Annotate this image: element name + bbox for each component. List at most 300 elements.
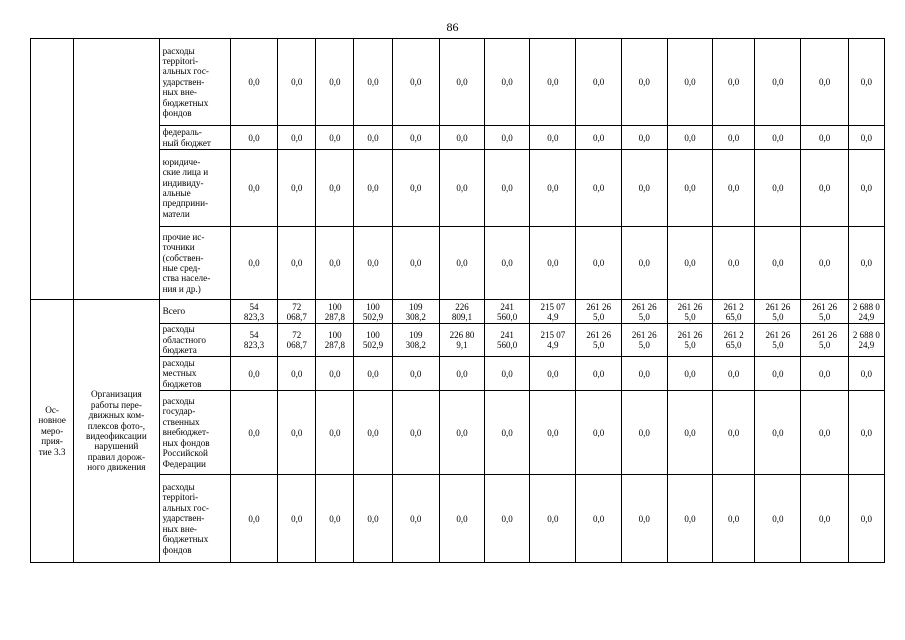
value-cell xyxy=(755,227,801,300)
value-cell xyxy=(316,227,354,300)
value-cell xyxy=(848,475,884,563)
value-cell xyxy=(230,357,277,391)
value-cell xyxy=(713,300,755,324)
value-cell-text: 0,0 xyxy=(501,258,513,268)
value-cell-text: 0,0 xyxy=(248,368,260,379)
value-cell-text: 0,0 xyxy=(684,77,696,87)
name-cell-empty xyxy=(74,39,159,300)
value-cell xyxy=(230,324,277,357)
value-cell-text: 0,0 xyxy=(367,427,379,438)
value-cell xyxy=(801,475,848,563)
value-cell-text: 0,0 xyxy=(818,427,831,438)
value-cell xyxy=(530,357,576,391)
value-cell-text: 0,0 xyxy=(772,427,784,438)
value-cell xyxy=(621,227,667,300)
value-cell-text: 0,0 xyxy=(329,427,341,438)
value-cell xyxy=(278,126,316,150)
value-cell-text: 0,0 xyxy=(291,258,303,268)
funding-source-cell-text: прочие ис- точники (собствен- ные сред- ства населе- ния и др.) xyxy=(162,231,211,294)
table-row xyxy=(31,227,885,300)
value-cell-text: 0,0 xyxy=(547,183,559,193)
value-cell-text: 0,0 xyxy=(367,132,379,143)
value-cell xyxy=(530,324,576,357)
value-cell xyxy=(848,39,884,126)
event-cell xyxy=(31,300,74,563)
value-cell xyxy=(439,39,484,126)
value-cell xyxy=(354,475,392,563)
value-cell xyxy=(801,357,848,391)
value-cell xyxy=(278,475,316,563)
value-cell-text: 0,0 xyxy=(367,77,379,87)
value-cell xyxy=(576,39,621,126)
value-cell xyxy=(439,227,484,300)
value-cell-text: 0,0 xyxy=(592,77,605,87)
value-cell-text: 0,0 xyxy=(638,77,650,87)
value-cell xyxy=(576,475,621,563)
value-cell xyxy=(278,391,316,475)
table-row xyxy=(31,475,885,563)
value-cell-text: 0,0 xyxy=(728,513,740,524)
value-cell-text: 0,0 xyxy=(638,132,650,143)
value-cell xyxy=(667,324,712,357)
value-cell-text: 261 26 5,0 xyxy=(586,301,611,322)
value-cell xyxy=(713,475,755,563)
value-cell xyxy=(530,391,576,475)
value-cell xyxy=(576,391,621,475)
value-cell-text: 0,0 xyxy=(329,258,341,268)
value-cell xyxy=(621,324,667,357)
value-cell-text: 0,0 xyxy=(501,132,513,143)
value-cell xyxy=(801,227,848,300)
value-cell-text: 2 688 0 24,9 xyxy=(852,330,880,350)
value-cell-text: 0,0 xyxy=(818,132,831,143)
value-cell-text: 0,0 xyxy=(456,368,468,379)
value-cell xyxy=(667,126,712,150)
funding-source-cell-text: расходы местных бюджетов xyxy=(162,357,202,389)
value-cell-text: 261 26 5,0 xyxy=(812,330,837,350)
value-cell xyxy=(316,126,354,150)
value-cell xyxy=(755,357,801,391)
funding-source-cell-text: расходы областного бюджета xyxy=(162,324,207,356)
value-cell xyxy=(848,357,884,391)
value-cell-text: 0,0 xyxy=(367,183,379,193)
value-cell xyxy=(801,150,848,227)
table-row xyxy=(31,357,885,391)
value-cell-text: 0,0 xyxy=(329,132,341,143)
value-cell-text: 0,0 xyxy=(860,77,872,87)
value-cell xyxy=(439,126,484,150)
value-cell-text: 0,0 xyxy=(638,183,650,193)
measure-name-cell-text: Организация работы пере- движных ком- плексов фото-, видеофиксации нарушений правил дорож- ного движения xyxy=(86,389,147,473)
value-cell xyxy=(485,475,530,563)
value-cell xyxy=(848,227,884,300)
funding-source-cell-text: Всего xyxy=(162,306,186,317)
value-cell-text: 0,0 xyxy=(410,427,422,438)
value-cell-text: 0,0 xyxy=(501,513,513,524)
value-cell xyxy=(439,300,484,324)
value-cell xyxy=(755,475,801,563)
funding-source-cell xyxy=(159,357,230,391)
value-cell xyxy=(576,357,621,391)
value-cell-text: 2 688 0 24,9 xyxy=(852,301,880,322)
value-cell xyxy=(713,357,755,391)
value-cell-text: 0,0 xyxy=(818,77,831,87)
value-cell-text: 0,0 xyxy=(728,368,740,379)
value-cell xyxy=(530,475,576,563)
value-cell xyxy=(576,300,621,324)
value-cell-text: 109 308,2 xyxy=(405,301,426,322)
value-cell-text: 0,0 xyxy=(728,132,740,143)
value-cell xyxy=(278,324,316,357)
value-cell-text: 0,0 xyxy=(592,513,605,524)
value-cell-text: 226 80 9,1 xyxy=(449,330,475,350)
value-cell xyxy=(848,324,884,357)
value-cell xyxy=(576,227,621,300)
value-cell xyxy=(755,150,801,227)
funding-source-cell xyxy=(159,227,230,300)
value-cell-text: 54 823,3 xyxy=(243,301,265,322)
value-cell xyxy=(621,475,667,563)
event-cell-empty xyxy=(31,39,74,300)
value-cell xyxy=(316,475,354,563)
value-cell-text: 0,0 xyxy=(248,77,260,87)
funding-source-cell xyxy=(159,39,230,126)
value-cell xyxy=(801,300,848,324)
value-cell xyxy=(801,391,848,475)
value-cell xyxy=(485,300,530,324)
value-cell-text: 0,0 xyxy=(818,258,831,268)
value-cell xyxy=(621,150,667,227)
value-cell xyxy=(392,39,439,126)
value-cell xyxy=(801,324,848,357)
funding-source-cell-text: расходы террitori- альных гос- ударствен- ных вне- бюджетных фондов xyxy=(162,45,209,119)
value-cell-text: 0,0 xyxy=(860,183,872,193)
value-cell xyxy=(316,150,354,227)
value-cell-text: 0,0 xyxy=(547,77,559,87)
value-cell-text: 0,0 xyxy=(772,368,784,379)
value-cell xyxy=(316,391,354,475)
value-cell xyxy=(848,126,884,150)
value-cell xyxy=(439,357,484,391)
value-cell-text: 261 26 5,0 xyxy=(765,301,791,322)
value-cell-text: 0,0 xyxy=(547,427,559,438)
value-cell-text: 241 560,0 xyxy=(497,301,518,322)
value-cell xyxy=(576,126,621,150)
value-cell xyxy=(848,391,884,475)
value-cell-text: 0,0 xyxy=(684,258,696,268)
value-cell-text: 0,0 xyxy=(329,183,341,193)
value-cell xyxy=(230,475,277,563)
value-cell-text: 0,0 xyxy=(367,258,379,268)
value-cell xyxy=(354,391,392,475)
value-cell-text: 100 287,8 xyxy=(324,330,345,350)
value-cell xyxy=(316,324,354,357)
value-cell-text: 0,0 xyxy=(456,77,468,87)
value-cell xyxy=(230,126,277,150)
value-cell xyxy=(230,39,277,126)
value-cell-text: 0,0 xyxy=(410,513,422,524)
value-cell-text: 0,0 xyxy=(547,132,559,143)
value-cell-text: 0,0 xyxy=(501,183,513,193)
value-cell xyxy=(354,39,392,126)
value-cell xyxy=(755,126,801,150)
value-cell-text: 0,0 xyxy=(410,77,422,87)
value-cell xyxy=(278,357,316,391)
value-cell-text: 100 287,8 xyxy=(324,301,345,322)
value-cell-text: 0,0 xyxy=(728,183,740,193)
value-cell xyxy=(354,324,392,357)
value-cell xyxy=(667,227,712,300)
value-cell xyxy=(621,357,667,391)
value-cell xyxy=(713,126,755,150)
value-cell xyxy=(278,300,316,324)
value-cell-text: 72 068,7 xyxy=(286,301,307,322)
value-cell-text: 0,0 xyxy=(248,132,260,143)
value-cell-text: 0,0 xyxy=(860,427,872,438)
funding-source-cell-text: юридиче- ские лица и индивиду- альные предприни- матели xyxy=(162,156,209,219)
value-cell-text: 0,0 xyxy=(291,183,303,193)
funding-source-cell xyxy=(159,126,230,150)
value-cell xyxy=(354,357,392,391)
value-cell xyxy=(755,300,801,324)
value-cell-text: 0,0 xyxy=(329,368,341,379)
value-cell-text: 0,0 xyxy=(728,427,740,438)
value-cell xyxy=(230,300,277,324)
value-cell xyxy=(316,39,354,126)
funding-source-cell xyxy=(159,475,230,563)
value-cell-text: 0,0 xyxy=(367,368,379,379)
value-cell-text: 0,0 xyxy=(456,258,468,268)
value-cell xyxy=(713,227,755,300)
value-cell xyxy=(667,391,712,475)
value-cell-text: 0,0 xyxy=(291,368,303,379)
value-cell xyxy=(621,391,667,475)
value-cell xyxy=(530,227,576,300)
value-cell-text: 0,0 xyxy=(291,77,303,87)
value-cell-text: 0,0 xyxy=(410,183,422,193)
value-cell xyxy=(392,300,439,324)
value-cell-text: 261 2 65,0 xyxy=(723,301,744,322)
value-cell-text: 0,0 xyxy=(818,368,831,379)
value-cell xyxy=(230,150,277,227)
value-cell xyxy=(485,324,530,357)
value-cell xyxy=(801,126,848,150)
value-cell-text: 0,0 xyxy=(728,258,740,268)
value-cell xyxy=(392,126,439,150)
value-cell xyxy=(354,126,392,150)
value-cell-text: 0,0 xyxy=(684,132,696,143)
value-cell-text: 261 26 5,0 xyxy=(677,301,703,322)
value-cell xyxy=(439,150,484,227)
value-cell xyxy=(621,300,667,324)
value-cell xyxy=(392,150,439,227)
funding-source-cell-text: федераль- ный бюджет xyxy=(162,127,211,148)
value-cell-text: 109 308,2 xyxy=(405,330,426,350)
value-cell-text: 0,0 xyxy=(860,258,872,268)
value-cell-text: 100 502,9 xyxy=(362,330,384,350)
value-cell xyxy=(530,300,576,324)
value-cell xyxy=(316,357,354,391)
value-cell-text: 261 26 5,0 xyxy=(631,330,657,350)
value-cell-text: 0,0 xyxy=(248,427,260,438)
value-cell xyxy=(801,39,848,126)
value-cell-text: 215 07 4,9 xyxy=(540,330,566,350)
value-cell xyxy=(713,150,755,227)
value-cell-text: 261 26 5,0 xyxy=(586,330,611,350)
funding-source-cell-text: расходы государ- ственных внебюджет- ных фондов Российской Федерации xyxy=(162,396,210,469)
value-cell xyxy=(576,324,621,357)
value-cell xyxy=(485,227,530,300)
value-cell xyxy=(530,39,576,126)
value-cell-text: 0,0 xyxy=(772,132,784,143)
value-cell-text: 0,0 xyxy=(248,258,260,268)
table-row xyxy=(31,126,885,150)
value-cell xyxy=(713,324,755,357)
value-cell-text: 54 823,3 xyxy=(243,330,265,350)
value-cell xyxy=(316,300,354,324)
value-cell-text: 0,0 xyxy=(367,513,379,524)
value-cell-text: 226 809,1 xyxy=(451,301,473,322)
value-cell-text: 0,0 xyxy=(592,427,605,438)
value-cell xyxy=(848,300,884,324)
value-cell-text: 0,0 xyxy=(818,183,831,193)
table-row xyxy=(31,39,885,126)
value-cell-text: 0,0 xyxy=(291,427,303,438)
value-cell xyxy=(485,150,530,227)
value-cell xyxy=(576,150,621,227)
value-cell xyxy=(755,39,801,126)
value-cell xyxy=(667,300,712,324)
value-cell xyxy=(354,300,392,324)
value-cell-text: 0,0 xyxy=(248,183,260,193)
value-cell xyxy=(667,39,712,126)
value-cell xyxy=(439,391,484,475)
value-cell xyxy=(713,39,755,126)
measure-name-cell xyxy=(74,300,159,563)
value-cell-text: 72 068,7 xyxy=(286,330,307,350)
value-cell-text: 0,0 xyxy=(638,368,650,379)
value-cell xyxy=(485,391,530,475)
value-cell xyxy=(755,324,801,357)
value-cell-text: 0,0 xyxy=(410,132,422,143)
value-cell-text: 0,0 xyxy=(684,427,696,438)
page-number: 86 xyxy=(446,20,459,34)
value-cell xyxy=(848,150,884,227)
value-cell-text: 0,0 xyxy=(547,368,559,379)
value-cell-text: 0,0 xyxy=(329,77,341,87)
value-cell-text: 0,0 xyxy=(860,132,872,143)
value-cell xyxy=(278,227,316,300)
value-cell-text: 0,0 xyxy=(684,183,696,193)
value-cell xyxy=(621,39,667,126)
value-cell-text: 0,0 xyxy=(501,427,513,438)
value-cell xyxy=(278,39,316,126)
value-cell xyxy=(392,227,439,300)
value-cell-text: 0,0 xyxy=(860,368,872,379)
value-cell xyxy=(485,357,530,391)
value-cell-text: 261 26 5,0 xyxy=(677,330,703,350)
value-cell-text: 0,0 xyxy=(456,183,468,193)
value-cell-text: 0,0 xyxy=(860,513,872,524)
event-cell-text: Ос- новное меро- прия- тие 3.3 xyxy=(38,404,66,457)
value-cell xyxy=(485,126,530,150)
value-cell-text: 0,0 xyxy=(248,513,260,524)
value-cell-text: 0,0 xyxy=(592,132,605,143)
value-cell-text: 0,0 xyxy=(638,427,650,438)
funding-source-cell xyxy=(159,300,230,324)
value-cell-text: 0,0 xyxy=(772,183,784,193)
value-cell xyxy=(230,227,277,300)
value-cell xyxy=(755,391,801,475)
value-cell-text: 0,0 xyxy=(772,77,784,87)
value-cell-text: 0,0 xyxy=(456,513,468,524)
funding-table xyxy=(30,38,885,563)
value-cell-text: 0,0 xyxy=(501,368,513,379)
funding-source-cell-text: расходы террitori- альных гос- ударствен- ных вне- бюджетных фондов xyxy=(162,482,209,555)
value-cell xyxy=(392,324,439,357)
value-cell xyxy=(439,475,484,563)
value-cell xyxy=(392,475,439,563)
value-cell xyxy=(667,475,712,563)
value-cell xyxy=(354,150,392,227)
value-cell-text: 261 26 5,0 xyxy=(631,301,657,322)
value-cell xyxy=(392,391,439,475)
table-row xyxy=(31,391,885,475)
value-cell-text: 0,0 xyxy=(547,258,559,268)
value-cell xyxy=(530,126,576,150)
value-cell-text: 0,0 xyxy=(410,368,422,379)
value-cell-text: 0,0 xyxy=(291,513,303,524)
value-cell-text: 261 26 5,0 xyxy=(812,301,837,322)
value-cell-text: 0,0 xyxy=(456,427,468,438)
value-cell xyxy=(392,357,439,391)
value-cell-text: 0,0 xyxy=(684,513,696,524)
value-cell-text: 0,0 xyxy=(684,368,696,379)
value-cell xyxy=(439,324,484,357)
value-cell-text: 0,0 xyxy=(410,258,422,268)
value-cell-text: 0,0 xyxy=(772,513,784,524)
value-cell-text: 0,0 xyxy=(501,77,513,87)
value-cell-text: 241 560,0 xyxy=(497,330,518,350)
value-cell-text: 0,0 xyxy=(638,258,650,268)
table-row xyxy=(31,324,885,357)
value-cell-text: 100 502,9 xyxy=(362,301,384,322)
table-row xyxy=(31,300,885,324)
value-cell xyxy=(230,391,277,475)
value-cell xyxy=(667,357,712,391)
value-cell-text: 0,0 xyxy=(291,132,303,143)
value-cell-text: 261 26 5,0 xyxy=(765,330,791,350)
value-cell-text: 215 07 4,9 xyxy=(540,301,566,322)
value-cell xyxy=(354,227,392,300)
value-cell xyxy=(713,391,755,475)
value-cell-text: 0,0 xyxy=(638,513,650,524)
value-cell xyxy=(278,150,316,227)
funding-source-cell xyxy=(159,324,230,357)
funding-source-cell xyxy=(159,391,230,475)
value-cell-text: 0,0 xyxy=(456,132,468,143)
value-cell-text: 0,0 xyxy=(592,258,605,268)
value-cell-text: 0,0 xyxy=(728,77,740,87)
value-cell xyxy=(485,39,530,126)
value-cell-text: 0,0 xyxy=(329,513,341,524)
value-cell-text: 0,0 xyxy=(772,258,784,268)
value-cell-text: 0,0 xyxy=(818,513,831,524)
value-cell-text: 0,0 xyxy=(592,183,605,193)
value-cell-text: 0,0 xyxy=(547,513,559,524)
value-cell xyxy=(530,150,576,227)
value-cell-text: 0,0 xyxy=(592,368,605,379)
